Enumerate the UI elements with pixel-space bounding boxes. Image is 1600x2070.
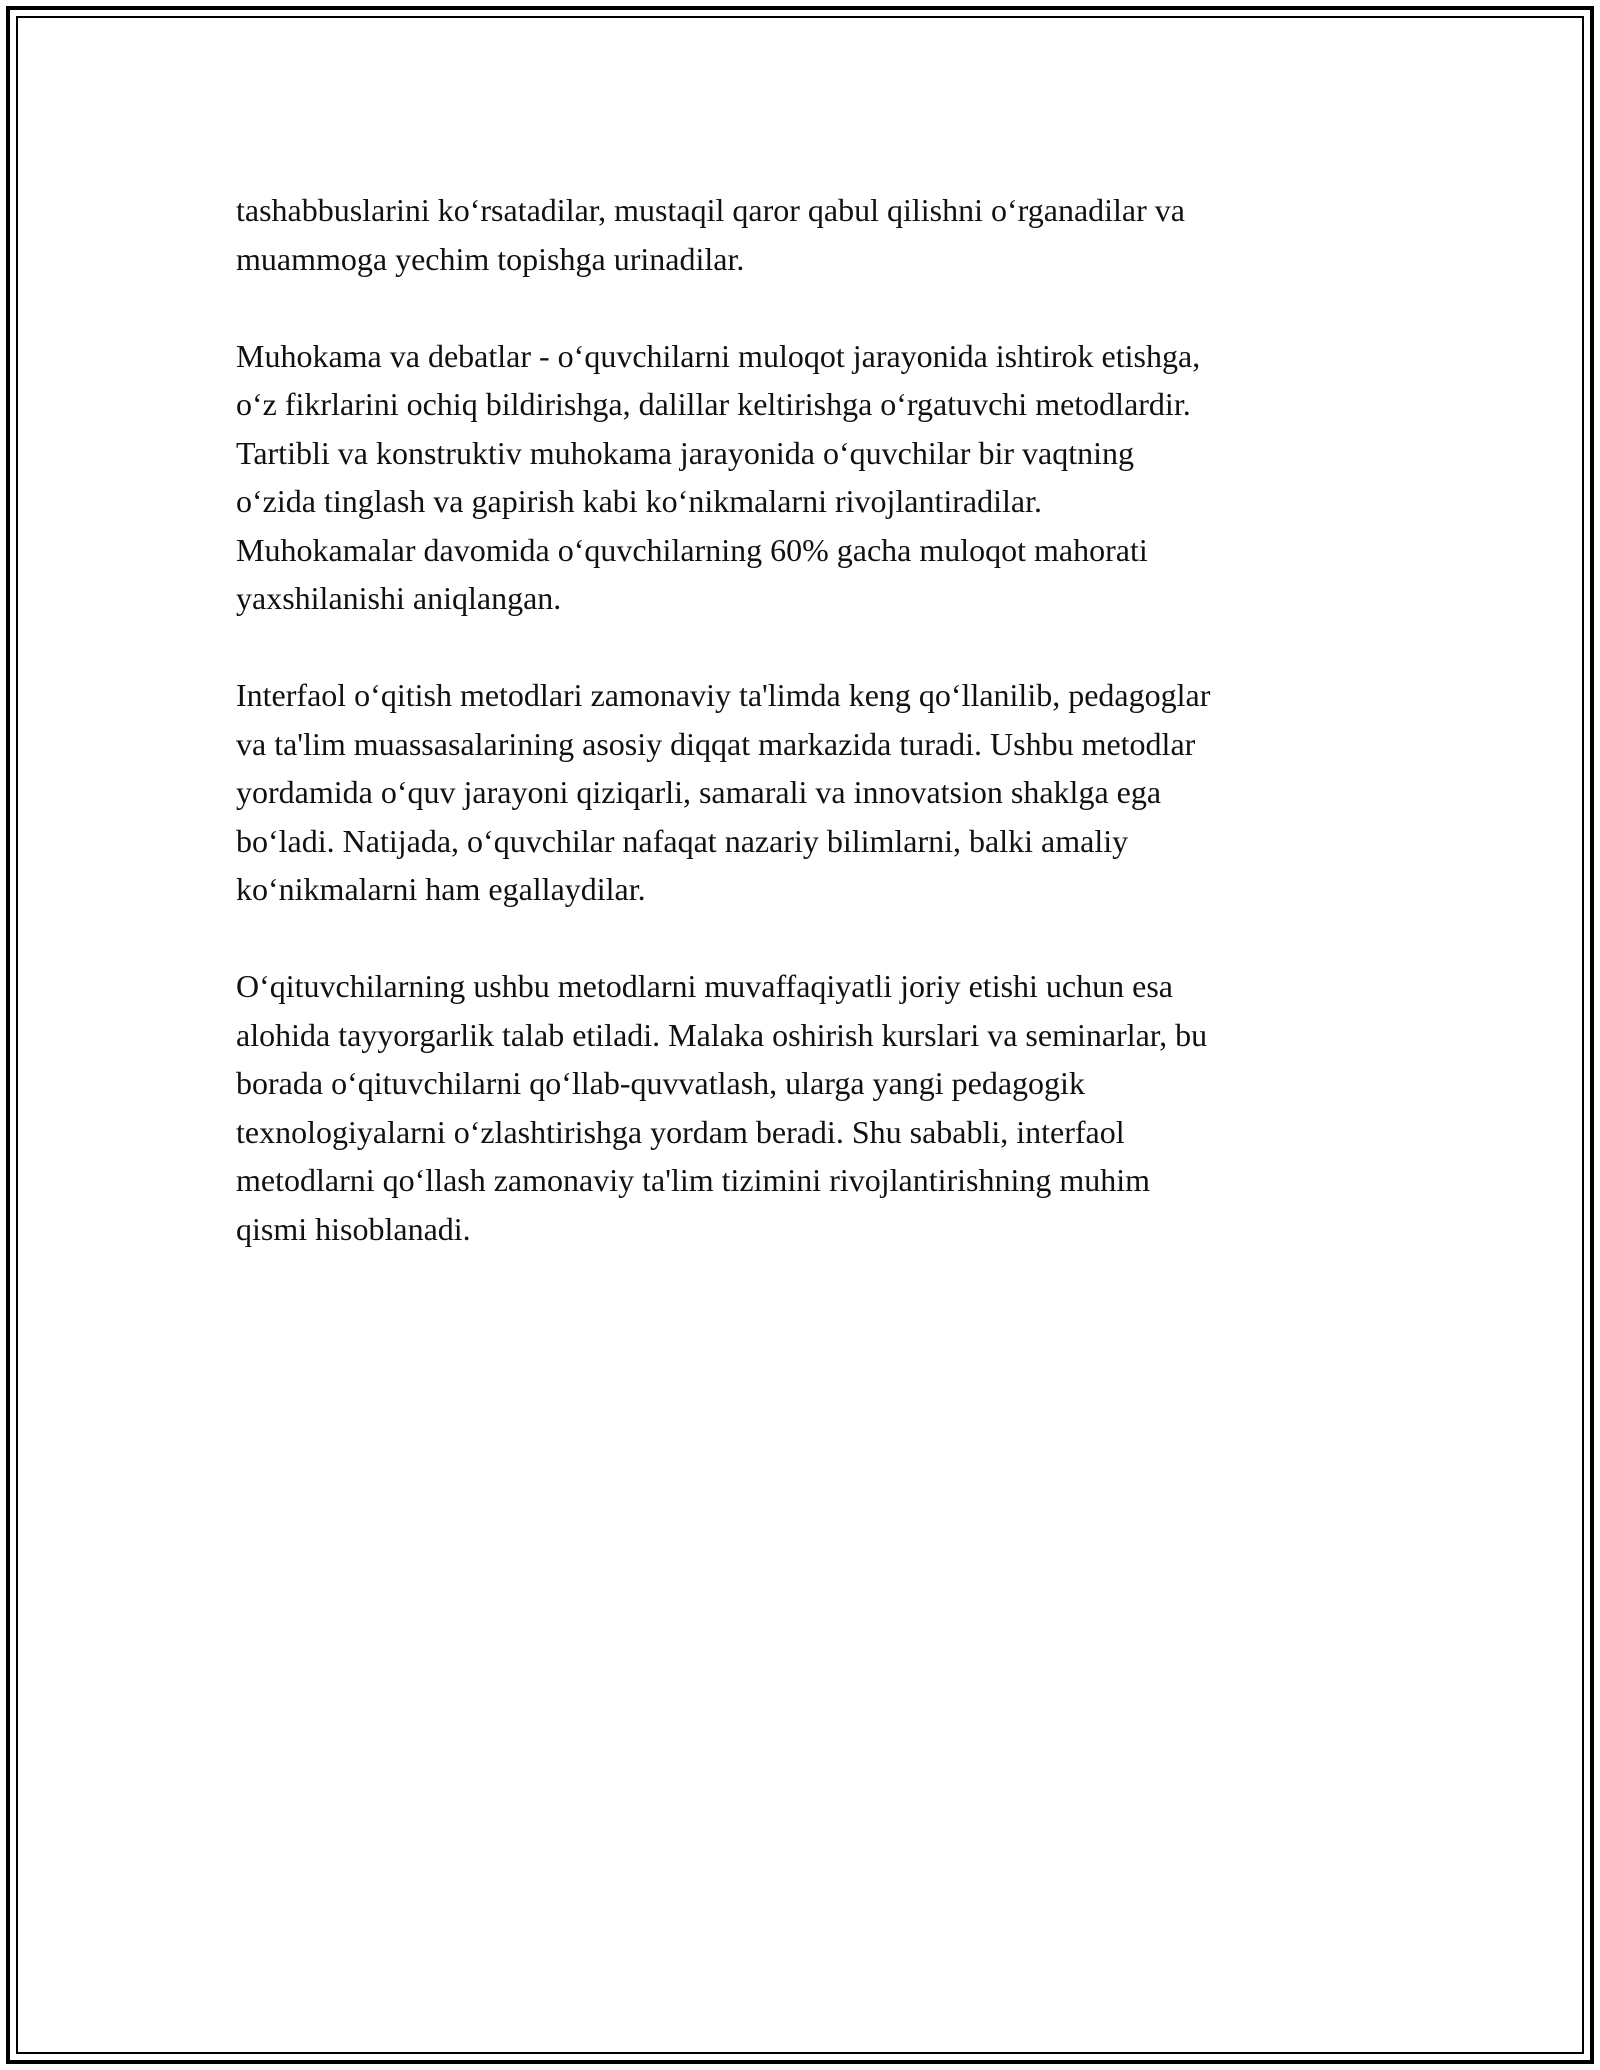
text-line: texnologiyalarni o‘zlashtirishga yordam beradi. Shu sababli, interfaol: [236, 1113, 1125, 1150]
paragraph: [236, 186, 1366, 283]
text-line: o‘z fikrlarini ochiq bildirishga, dalillar keltirishga o‘rgatuvchi metodlardir.: [236, 386, 1191, 422]
text-line: Muhokamalar davomida o‘quvchilarning 60% gacha muloqot mahorati: [236, 531, 1148, 568]
text-line: Tartibli va konstruktiv muhokama jarayonida o‘quvchilar bir vaqtning: [236, 434, 1134, 471]
paragraph: [236, 332, 1366, 623]
text-line: O‘qituvchilarning ushbu metodlarni muvaffaqiyatli joriy etishi uchun esa: [236, 968, 1173, 1004]
document-body: [236, 186, 1366, 1302]
text-line: borada o‘qituvchilarni qo‘llab-quvvatlash, ularga yangi pedagogik: [236, 1065, 1085, 1101]
text-line: metodlarni qo‘llash zamonaviy ta'lim tizimini rivojlantirishning muhim: [236, 1162, 1151, 1198]
text-line: yaxshilanishi aniqlangan.: [236, 580, 562, 616]
text-line: qismi hisoblanadi.: [236, 1210, 471, 1247]
text-line: yordamida o‘quv jarayoni qiziqarli, samarali va innovatsion shaklga ega: [236, 774, 1162, 810]
text-line: Interfaol o‘qitish metodlari zamonaviy ta'limda keng qo‘llanilib, pedagoglar: [236, 677, 1211, 713]
text-line: ko‘nikmalarni ham egallaydilar.: [236, 871, 646, 907]
paragraph: [236, 962, 1366, 1253]
text-line: bo‘ladi. Natijada, o‘quvchilar nafaqat nazariy bilimlarni, balki amaliy: [236, 822, 1129, 859]
text-line: va ta'lim muassasalarining asosiy diqqat markazida turadi. Ushbu metodlar: [236, 725, 1196, 762]
text-line: alohida tayyorgarlik talab etiladi. Malaka oshirish kurslari va seminarlar, bu: [236, 1016, 1208, 1053]
text-line: tashabbuslarini ko‘rsatadilar, mustaqil qaror qabul qilishni o‘rganadilar va: [236, 192, 1185, 228]
text-line: muammoga yechim topishga urinadilar.: [236, 240, 745, 277]
text-line: o‘zida tinglash va gapirish kabi ko‘nikmalarni rivojlantiradilar.: [236, 483, 1042, 519]
paragraph: [236, 671, 1366, 914]
text-line: Muhokama va debatlar - o‘quvchilarni muloqot jarayonida ishtirok etishga,: [236, 337, 1201, 374]
